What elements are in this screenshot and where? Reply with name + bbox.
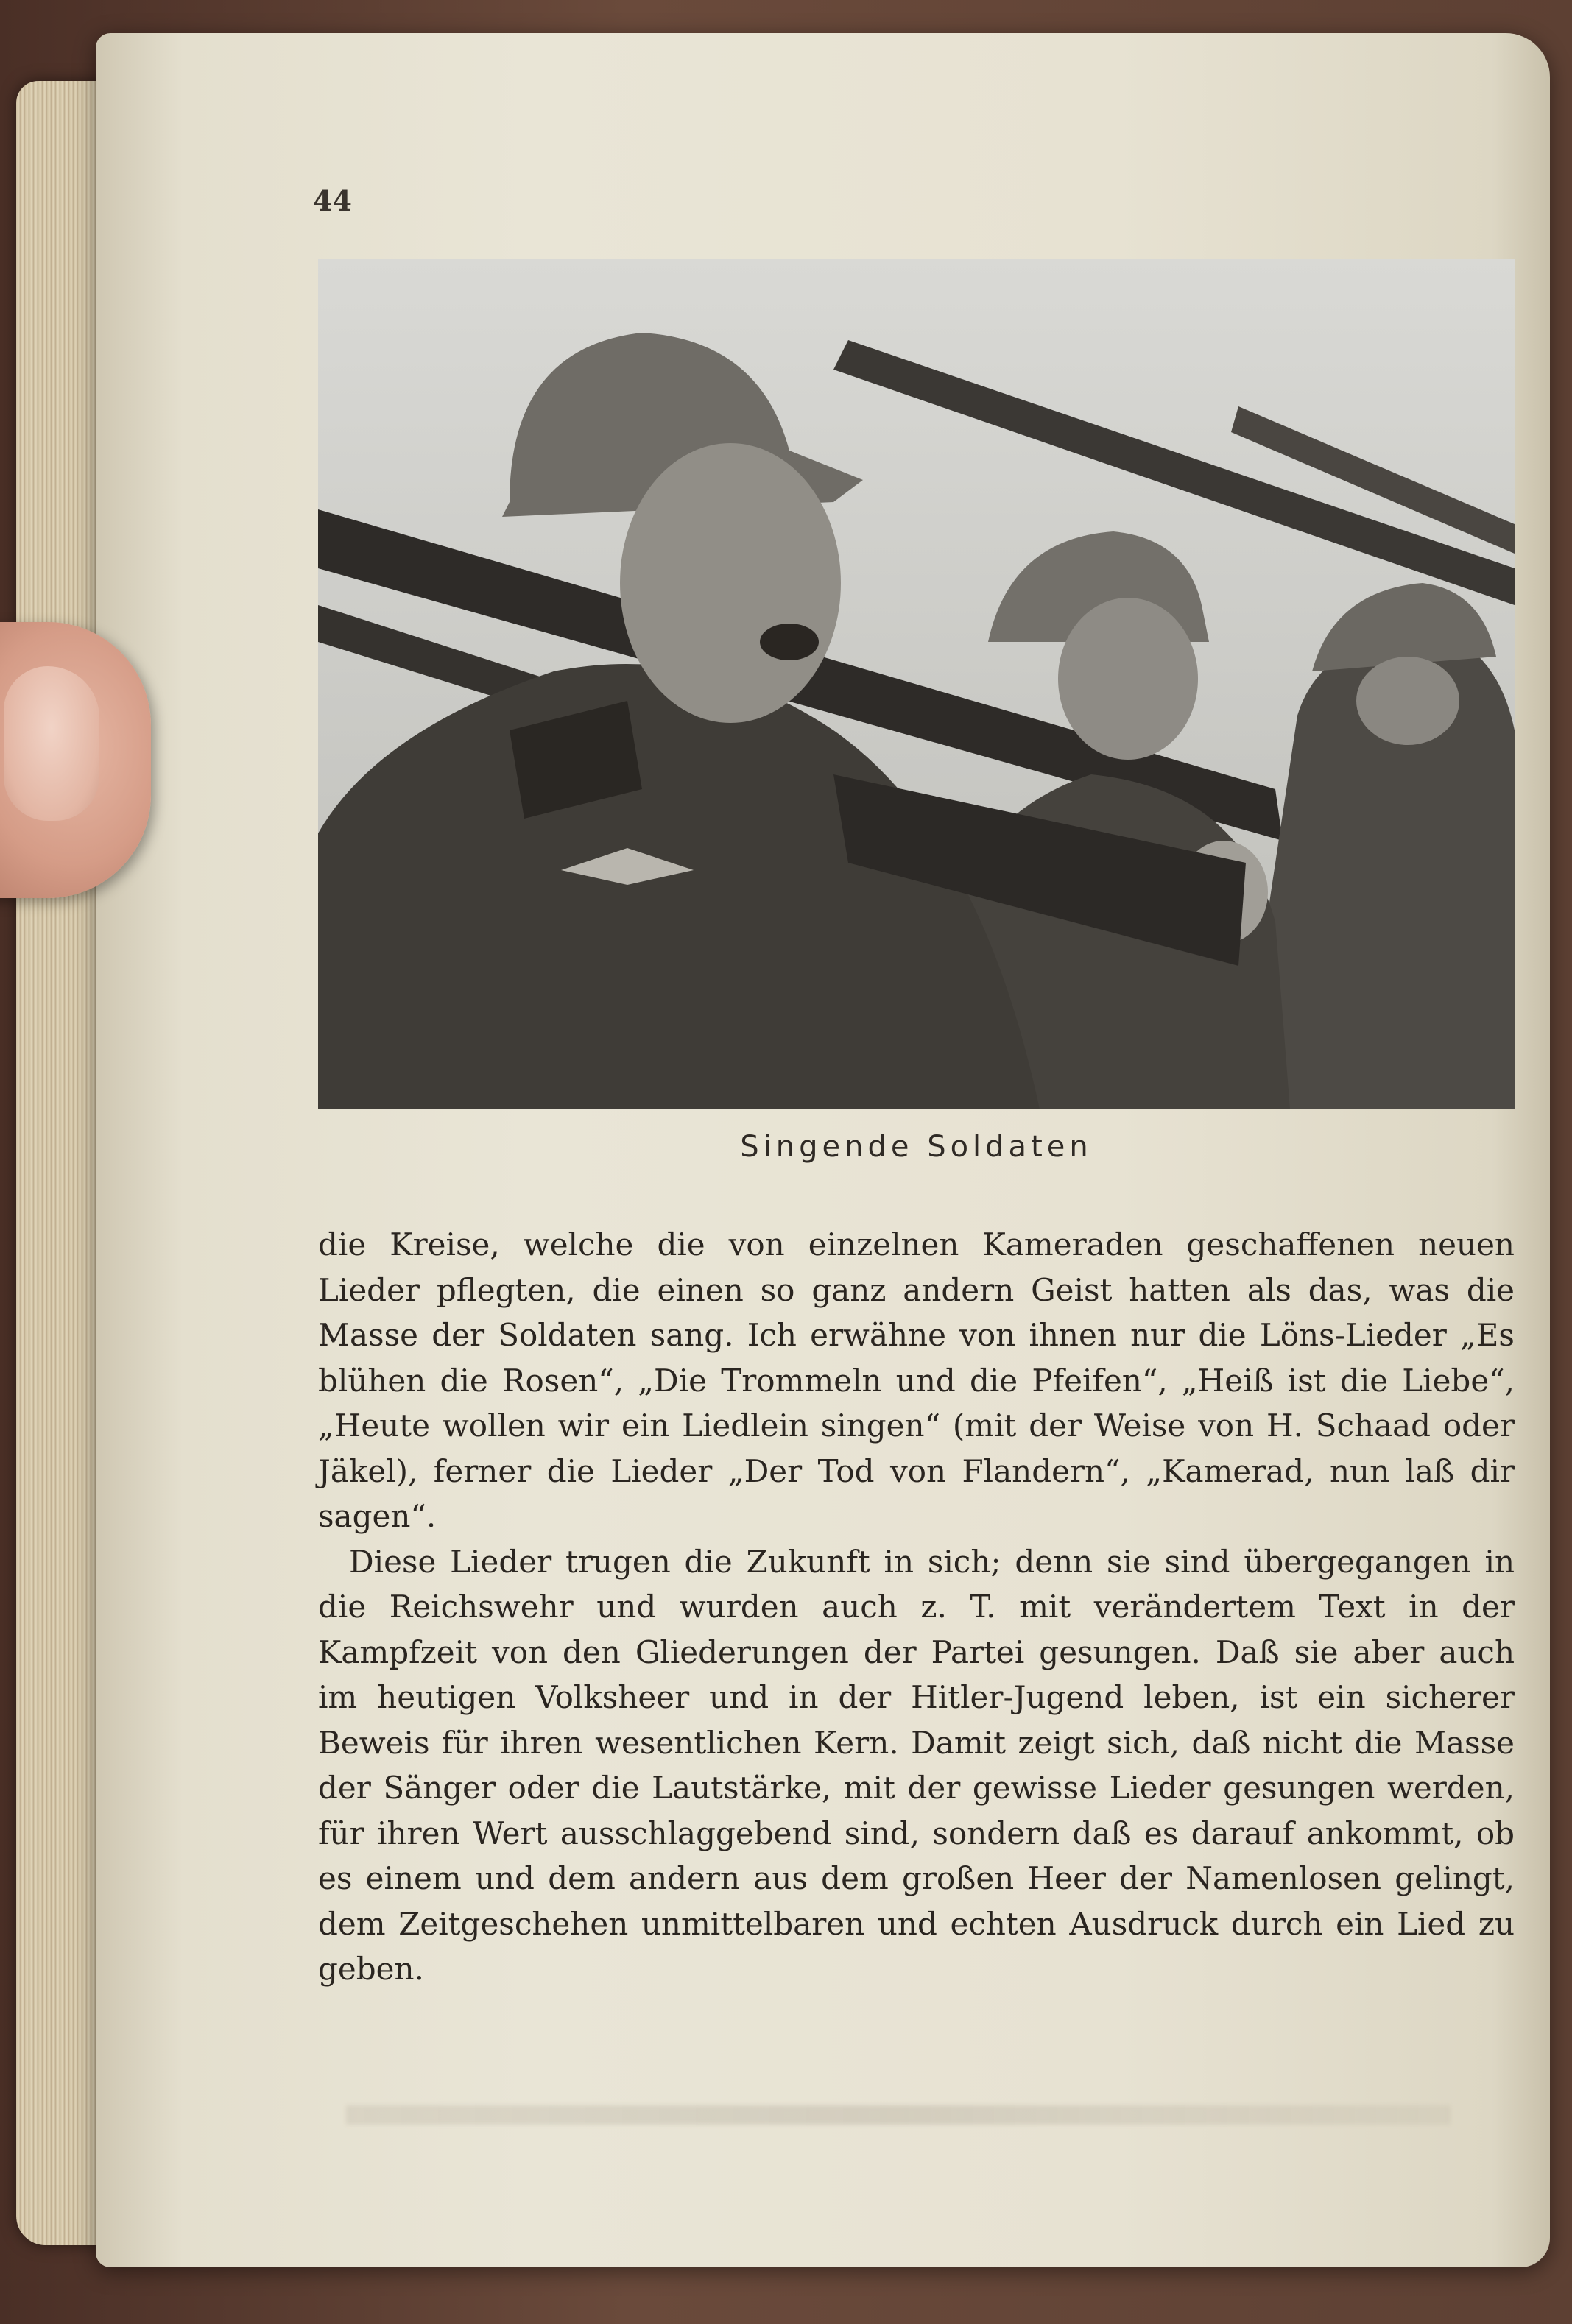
page-number: 44 [313,184,352,217]
holding-thumb [0,622,151,898]
photo-caption: Singende Soldaten [740,1130,1093,1164]
soldiers-photo-illustration [318,259,1515,1109]
show-through-text [346,2105,1451,2125]
paragraph-2: Diese Lieder trugen die Zukunft in sich; denn sie sind übergegangen in die Reichswehr und wurden auch z. T. mit verändertem Text in der Kampfzeit von den Gliederungen der Partei gesungen. Daß sie aber auch im heutigen Volksheer und in der Hitler-Jugend leben, ist ein sicherer Beweis für ihren wesentlichen Kern. Damit zeigt sich, daß nicht die Masse der Sänger oder die Lautstärke, mit der gewisse Lieder gesungen werden, für ihren Wert ausschlaggebend sind, sondern daß es darauf ankommt, ob es einem und dem andern aus dem großen Heer der Namenlosen gelingt, dem Zeitgeschehen unmittelbaren und echten Ausdruck durch ein Lied zu geben. [318,1543,1515,1987]
body-text [318,1222,1515,1992]
soldiers-photo [318,259,1515,1109]
paragraph-1: die Kreise, welche die von einzelnen Kameraden geschaffenen neuen Lieder pflegten, die einen so ganz andern Geist hatten als das, was die Masse der Soldaten sang. Ich erwähne von ihnen nur die Löns-Lieder „Es blühen die Rosen“, „Die Trommeln und die Pfeifen“, „Heiß ist die Liebe“, „Heute wollen wir ein Liedlein singen“ (mit der Weise von H. Schaad oder Jäkel), ferner die Lieder „Der Tod von Flandern“, „Kamerad, nun laß dir sagen“. [318,1226,1515,1534]
thumbnail [4,666,99,821]
